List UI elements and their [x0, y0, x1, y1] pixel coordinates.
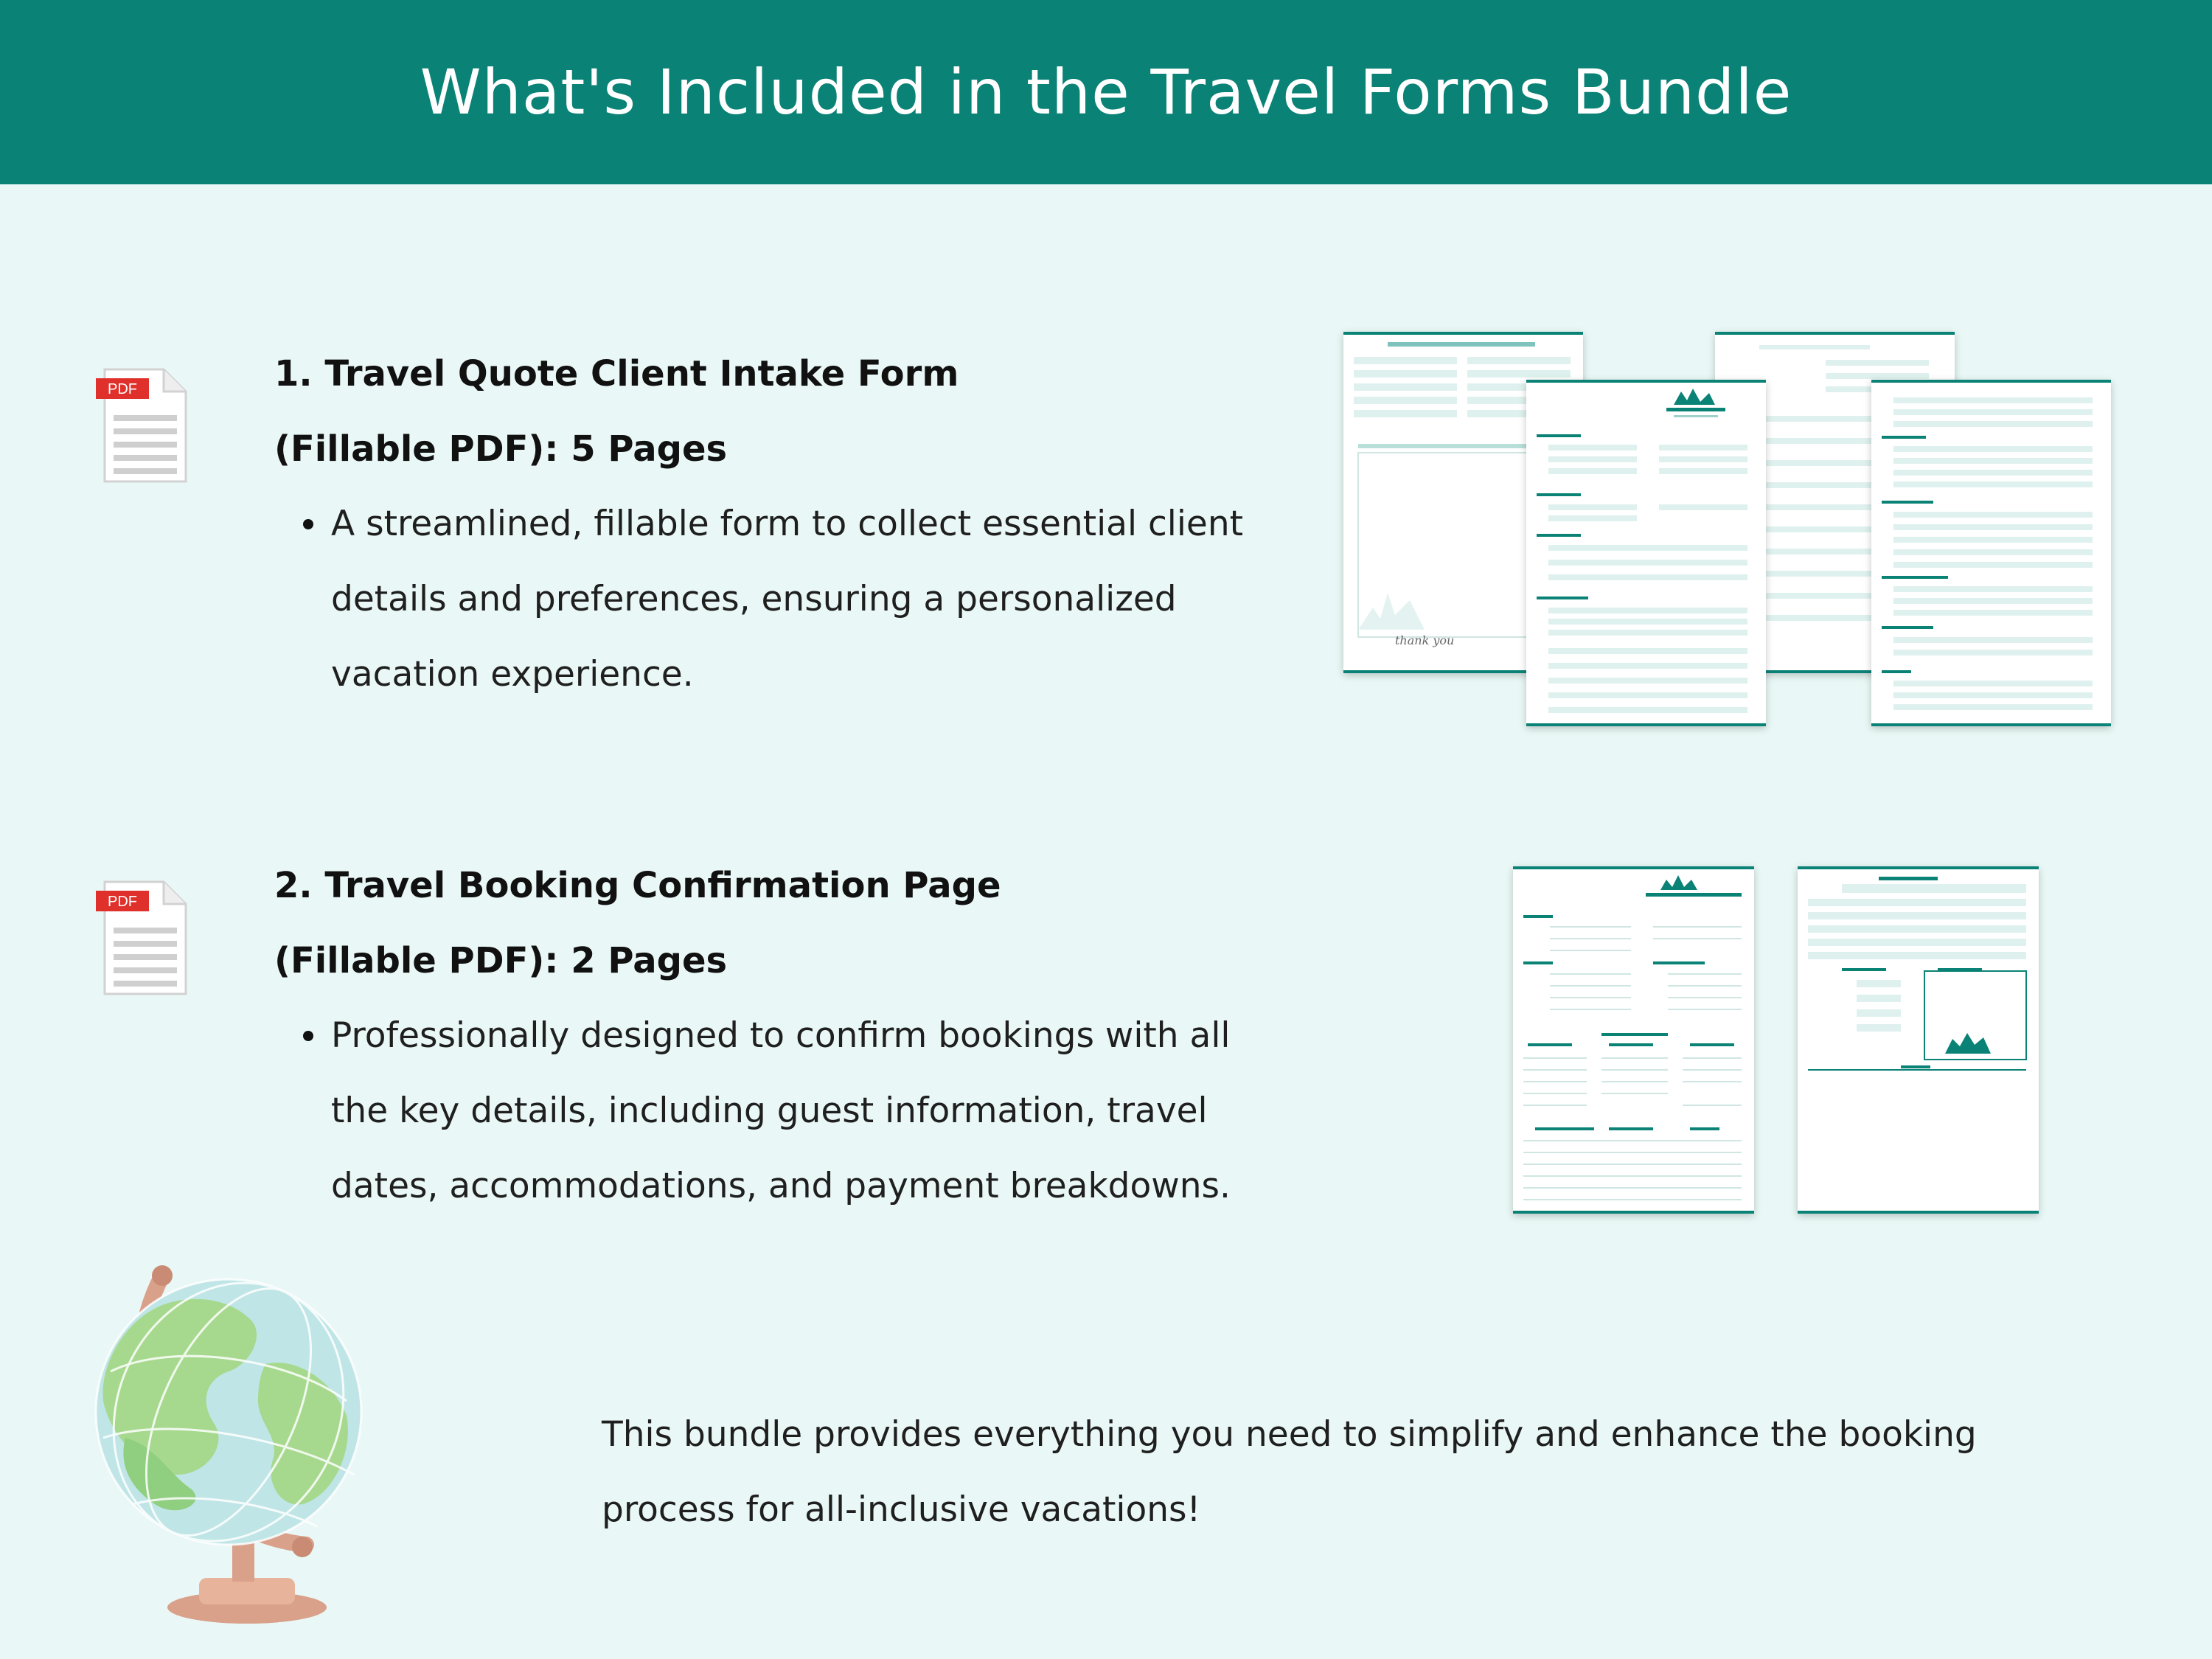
closing-line: process for all-inclusive vacations! [602, 1489, 1201, 1530]
page-title: What's Included in the Travel Forms Bundle [420, 56, 1792, 128]
section-2-bullet-line: the key details, including guest information, travel [331, 1091, 1208, 1131]
globe-icon [81, 1253, 391, 1641]
section-1-bullet-line: vacation experience. [331, 654, 694, 695]
booking-page-1 [1513, 866, 1754, 1214]
pdf-file-icon [96, 877, 192, 1003]
intake-page-activities [1871, 380, 2111, 726]
section-2-subtitle: (Fillable PDF): 2 Pages [274, 940, 728, 981]
section-1-title: 1. Travel Quote Client Intake Form [274, 353, 959, 394]
section-2-title: 2. Travel Booking Confirmation Page [274, 865, 1001, 906]
svg-text:PDF: PDF [108, 894, 137, 910]
section-1-bullet-line: details and preferences, ensuring a personalized [331, 579, 1177, 619]
svg-text:PDF: PDF [108, 381, 137, 397]
section-1-bullets [299, 487, 1272, 712]
section-2-bullet-line: dates, accommodations, and payment breakdowns. [331, 1166, 1231, 1206]
closing-statement [602, 1397, 2039, 1548]
section-1-bullet-line: A streamlined, fillable form to collect essential client [299, 487, 1272, 562]
svg-text:thank you: thank you [1395, 633, 1455, 647]
booking-page-2 [1798, 866, 2039, 1214]
section-2-bullet-line: Professionally designed to confirm bookings with all [299, 998, 1272, 1074]
intake-page-get-your-travel-quote [1526, 380, 1766, 726]
section-2-bullets [299, 998, 1272, 1224]
closing-line: This bundle provides everything you need to simplify and enhance the booking [602, 1414, 1977, 1455]
section-1-subtitle: (Fillable PDF): 5 Pages [274, 428, 728, 470]
pdf-file-icon [96, 365, 192, 490]
title-banner [0, 0, 2212, 184]
